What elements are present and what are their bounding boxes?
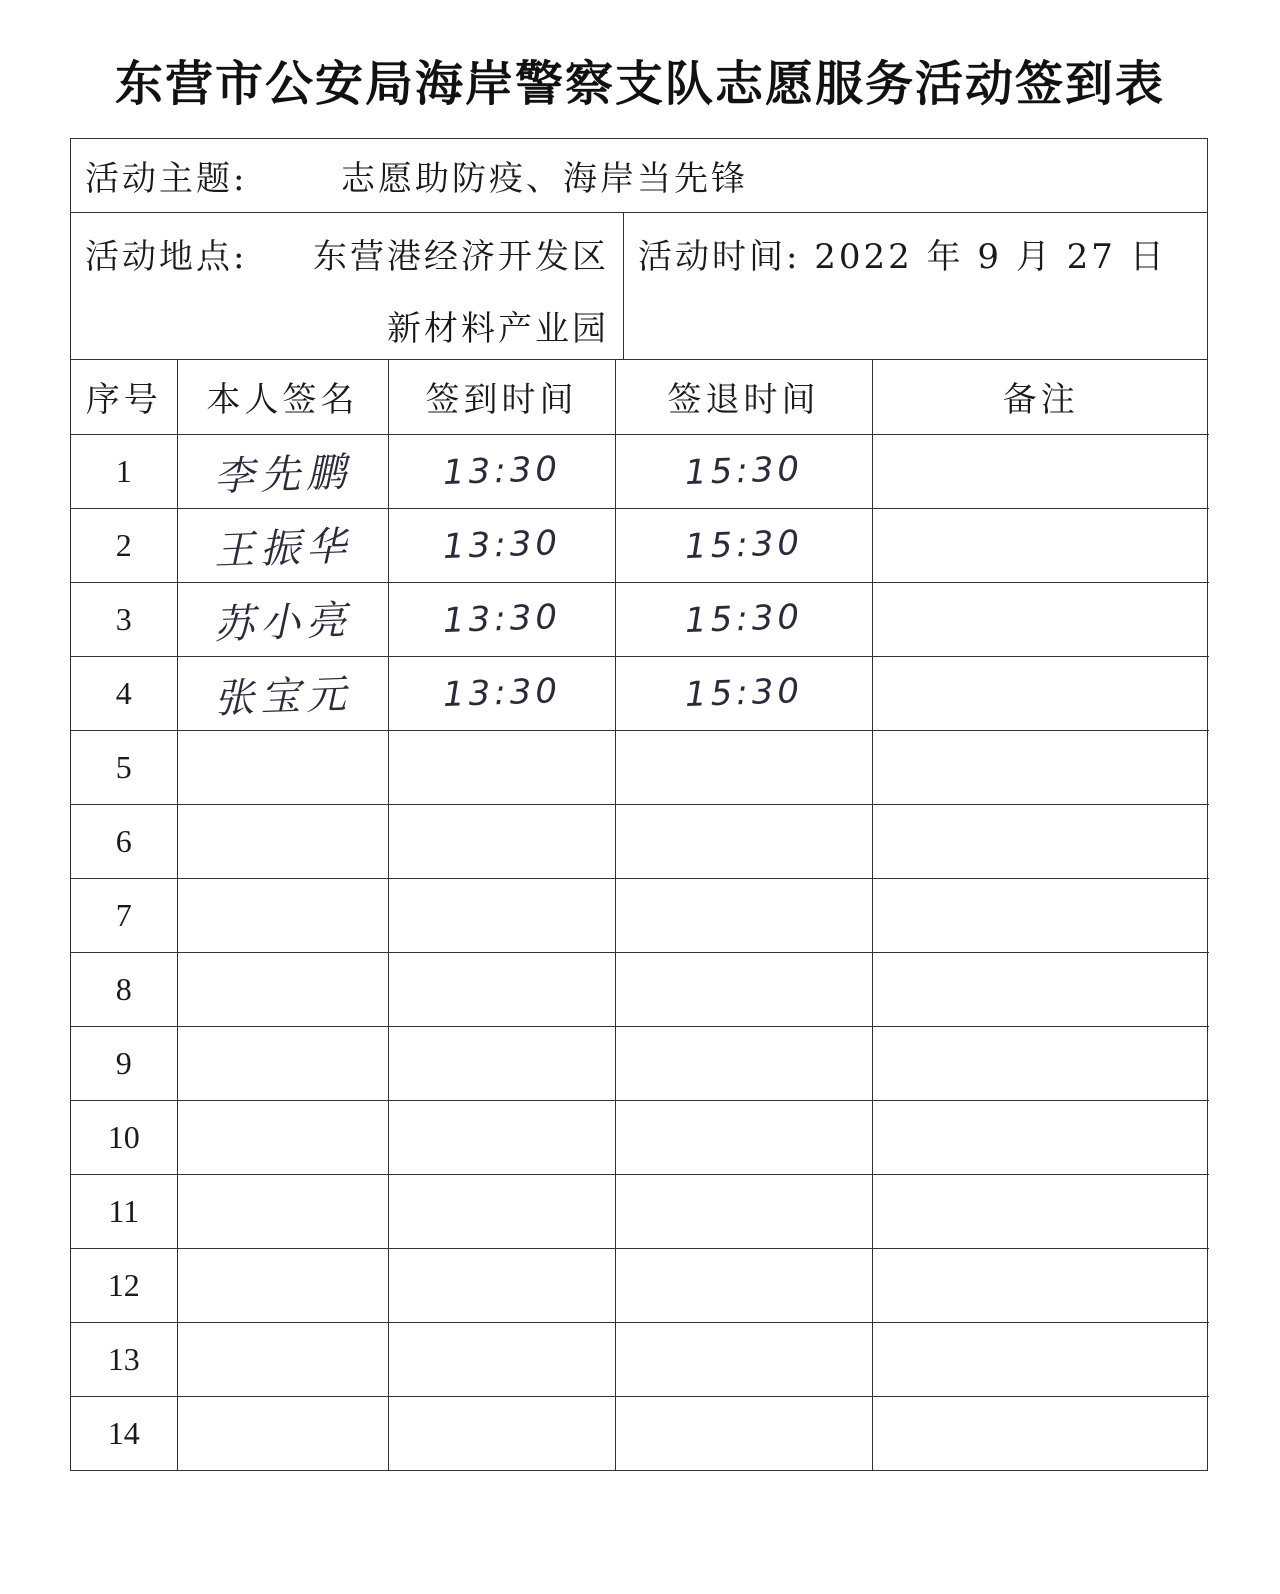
row-sign-out-time-cell: [615, 878, 872, 952]
row-sign-in-time-cell: [388, 952, 615, 1026]
row-remarks-cell: [872, 952, 1209, 1026]
row-signature-cell: [177, 1026, 388, 1100]
row-signature-cell: [177, 730, 388, 804]
row-sign-out-time: 15:30: [683, 596, 804, 642]
row-signature: 苏小亮: [212, 597, 353, 648]
table-header-row: [71, 360, 1209, 434]
table-row: [71, 878, 1209, 952]
row-sign-in-time: 13:30: [441, 670, 562, 716]
row-index-cell: [71, 730, 177, 804]
header-sign-in-time: 签到时间: [388, 360, 615, 434]
table-row: [71, 952, 1209, 1026]
row-sign-out-time: 15:30: [683, 522, 804, 568]
table-row: [71, 1026, 1209, 1100]
activity-time-value: 2022 年 9 月 27 日: [814, 237, 1167, 277]
row-index: 13: [107, 1340, 140, 1377]
header-sign-out-time: 签退时间: [615, 360, 872, 434]
row-index: 8: [115, 970, 132, 1007]
activity-location-line2: 新材料产业园: [387, 309, 609, 349]
row-sign-out-time-cell: [615, 582, 872, 656]
row-sign-out-time-cell: [615, 434, 872, 508]
row-remarks-cell: [872, 508, 1209, 582]
table-row: [71, 804, 1209, 878]
row-remarks-cell: [872, 582, 1209, 656]
row-sign-out-time-cell: [615, 1322, 872, 1396]
row-index: 14: [107, 1414, 140, 1451]
activity-time-label: 活动时间:: [638, 237, 801, 277]
row-index-cell: [71, 878, 177, 952]
row-index-cell: [71, 1100, 177, 1174]
row-remarks-cell: [872, 434, 1209, 508]
row-index: 11: [108, 1192, 140, 1229]
activity-topic-value: 志愿助防疫、海岸当先锋: [341, 159, 748, 199]
row-sign-in-time-cell: [388, 804, 615, 878]
row-signature-cell: [177, 508, 388, 582]
row-index-cell: [71, 952, 177, 1026]
table-row: [71, 582, 1209, 656]
row-index-cell: [71, 1174, 177, 1248]
row-signature-cell: [177, 1396, 388, 1470]
table-row: [71, 508, 1209, 582]
document-title: 东营市公安局海岸警察支队志愿服务活动签到表: [114, 56, 1165, 112]
sign-in-table: [71, 360, 1209, 1470]
activity-location-label: 活动地点:: [85, 237, 248, 277]
row-signature-cell: [177, 1174, 388, 1248]
row-signature: 张宝元: [212, 671, 353, 722]
row-remarks-cell: [872, 804, 1209, 878]
row-signature: 李先鹏: [212, 449, 353, 500]
row-index: 7: [115, 896, 132, 933]
row-index: 4: [115, 674, 132, 711]
table-row: [71, 656, 1209, 730]
row-signature-cell: [177, 1100, 388, 1174]
row-index: 10: [107, 1118, 140, 1155]
table-row: [71, 1174, 1209, 1248]
row-index: 6: [115, 822, 132, 859]
row-sign-out-time-cell: [615, 1396, 872, 1470]
activity-topic-label: 活动主题:: [85, 159, 248, 199]
row-sign-in-time: 13:30: [441, 448, 562, 494]
header-remarks: 备注: [872, 360, 1209, 434]
table-row: [71, 1322, 1209, 1396]
row-sign-out-time-cell: [615, 730, 872, 804]
sign-in-sheet: [70, 138, 1208, 1471]
row-index: 5: [115, 748, 132, 785]
row-signature-cell: [177, 582, 388, 656]
row-index-cell: [71, 1026, 177, 1100]
row-sign-in-time-cell: [388, 1100, 615, 1174]
row-index: 12: [107, 1266, 140, 1303]
row-index: 2: [115, 526, 132, 563]
row-sign-out-time-cell: [615, 1026, 872, 1100]
header-signature: 本人签名: [177, 360, 388, 434]
row-sign-out-time: 15:30: [683, 448, 804, 494]
row-index-cell: [71, 804, 177, 878]
row-signature-cell: [177, 1248, 388, 1322]
row-remarks-cell: [872, 1100, 1209, 1174]
row-signature-cell: [177, 1322, 388, 1396]
row-sign-in-time-cell: [388, 1026, 615, 1100]
row-sign-in-time-cell: [388, 434, 615, 508]
row-index: 1: [115, 452, 132, 489]
row-sign-in-time-cell: [388, 1174, 615, 1248]
row-index-cell: [71, 582, 177, 656]
row-index-cell: [71, 434, 177, 508]
row-index-cell: [71, 656, 177, 730]
activity-time-cell: [624, 213, 1207, 359]
row-index-cell: [71, 1396, 177, 1470]
row-remarks-cell: [872, 1026, 1209, 1100]
row-sign-in-time-cell: [388, 1396, 615, 1470]
row-remarks-cell: [872, 878, 1209, 952]
activity-location-time-row: [71, 213, 1207, 360]
row-sign-out-time: 15:30: [683, 670, 804, 716]
row-sign-in-time-cell: [388, 1322, 615, 1396]
row-remarks-cell: [872, 1322, 1209, 1396]
row-signature-cell: [177, 878, 388, 952]
row-sign-out-time-cell: [615, 952, 872, 1026]
row-sign-in-time: 13:30: [441, 596, 562, 642]
row-remarks-cell: [872, 1248, 1209, 1322]
row-index-cell: [71, 508, 177, 582]
row-sign-in-time-cell: [388, 730, 615, 804]
table-row: [71, 434, 1209, 508]
row-sign-in-time-cell: [388, 1248, 615, 1322]
row-remarks-cell: [872, 730, 1209, 804]
row-index: 3: [115, 600, 132, 637]
row-sign-in-time-cell: [388, 878, 615, 952]
table-row: [71, 1396, 1209, 1470]
activity-location-line1: 东营港经济开发区: [313, 237, 609, 277]
row-signature-cell: [177, 434, 388, 508]
row-signature: 王振华: [212, 523, 353, 574]
row-sign-out-time-cell: [615, 1248, 872, 1322]
row-sign-in-time-cell: [388, 508, 615, 582]
table-row: [71, 730, 1209, 804]
row-sign-out-time-cell: [615, 1100, 872, 1174]
row-remarks-cell: [872, 656, 1209, 730]
row-sign-in-time: 13:30: [441, 522, 562, 568]
row-signature-cell: [177, 804, 388, 878]
activity-topic-row: [71, 139, 1207, 213]
row-sign-in-time-cell: [388, 582, 615, 656]
row-sign-out-time-cell: [615, 804, 872, 878]
activity-location-cell: [71, 213, 624, 359]
row-signature-cell: [177, 952, 388, 1026]
row-index-cell: [71, 1248, 177, 1322]
row-index: 9: [115, 1044, 132, 1081]
row-sign-out-time-cell: [615, 508, 872, 582]
row-remarks-cell: [872, 1396, 1209, 1470]
row-index-cell: [71, 1322, 177, 1396]
table-row: [71, 1100, 1209, 1174]
row-signature-cell: [177, 656, 388, 730]
header-index: 序号: [71, 360, 177, 434]
row-sign-in-time-cell: [388, 656, 615, 730]
table-row: [71, 1248, 1209, 1322]
row-sign-out-time-cell: [615, 656, 872, 730]
row-remarks-cell: [872, 1174, 1209, 1248]
row-sign-out-time-cell: [615, 1174, 872, 1248]
